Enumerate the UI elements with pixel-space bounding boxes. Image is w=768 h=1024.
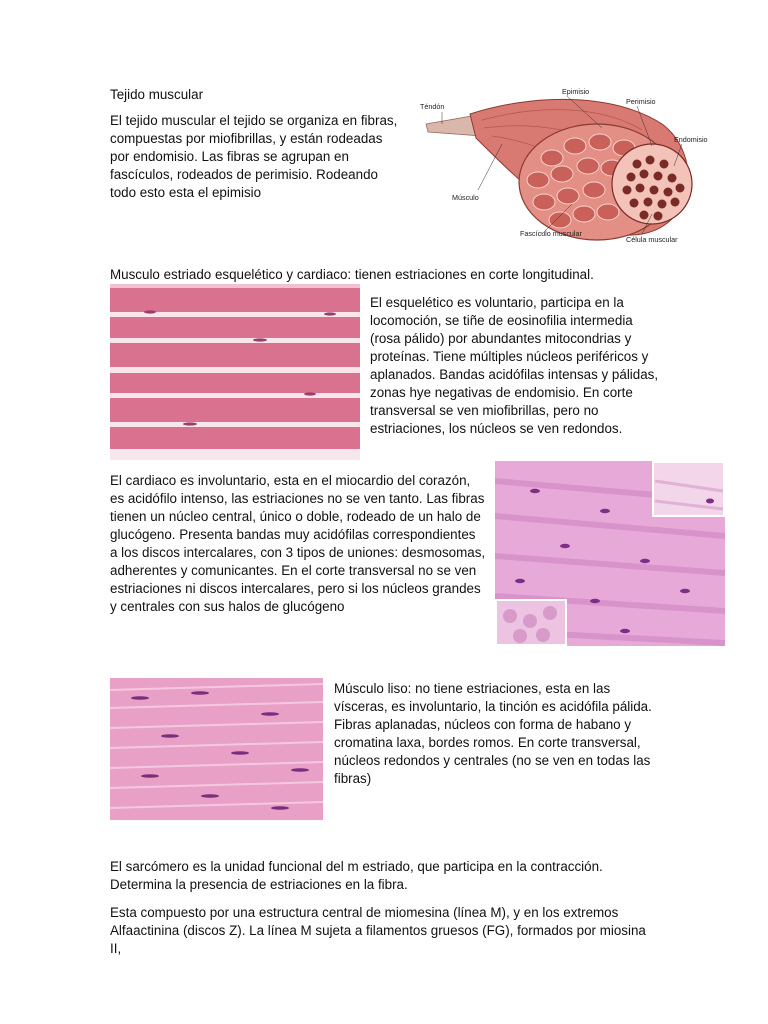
label-fasciculo: Fascículo muscular xyxy=(520,229,582,238)
sarcomere-paragraph-2: Esta compuesto por una estructura central de miomesina (línea M), y en los extremos Alfaactinina (discos Z). La línea M sujeta a filamentos gruesos (FG), formados por miosina II, xyxy=(110,905,646,956)
striated-heading: Musculo estriado esquelético y cardiaco: tienen estriaciones en corte longitudinal. xyxy=(110,267,594,282)
label-perimisio: Perimisio xyxy=(626,97,656,106)
cardiac-muscle-micrograph xyxy=(495,461,725,646)
skeletal-paragraph: El esquelético es voluntario, participa en la locomoción, se tiñe de eosinofilia intermedia (rosa pálido) por abundantes mitocondrias y proteínas. Tiene múltiples núcleos periféricos y aplanados. Bandas acidófilas intensas y pálidas, zonas hye negativas de endomisio. En corte transversal se ven miofibrillas, pero no estriaciones, los núcleos se ven redondos. xyxy=(370,295,659,436)
label-endomisio: Endomisio xyxy=(674,135,708,144)
section-title: Tejido muscular xyxy=(110,87,204,102)
sarcomere-paragraph-1: El sarcómero es la unidad funcional del m estriado, que participa en la contracción. Determina la presencia de estriaciones en la fibra. xyxy=(110,859,603,892)
label-tendon: Téndón xyxy=(420,102,445,111)
label-epimisio: Epimisio xyxy=(562,87,590,96)
cardiac-paragraph: El cardiaco es involuntario, esta en el miocardio del corazón, es acidófilo intenso, las estriaciones no se ven tanto. Las fibras tienen un núcleo central, único o doble, rodeado de un halo de glucógeno. Presenta bandas muy acidófilas correspondientes a los discos intercalares, con 3 tipos de uniones: desmosomas, adherentes y comunicantes. En el corte transversal no se ven estriaciones ni discos intercalares, pero si los núcleos grandes y centrales con sus halos de glucógeno xyxy=(110,473,486,614)
skeletal-muscle-micrograph xyxy=(110,284,360,460)
smooth-muscle-micrograph xyxy=(110,678,323,820)
muscle-structure-diagram xyxy=(412,84,724,250)
intro-paragraph: El tejido muscular el tejido se organiza en fibras, compuestas por miofibrillas, y están rodeadas por endomisio. Las fibras se agrupan en fascículos, rodeados de perimisio. Rodeando todo esto esta el epimisio xyxy=(110,113,398,200)
label-celula: Célula muscular xyxy=(626,235,678,244)
smooth-paragraph: Músculo liso: no tiene estriaciones, esta en las vísceras, es involuntario, la tinción es acidófila pálida. Fibras aplanadas, núcleos con forma de habano y cromatina laxa, bordes romos. En corte transversal, núcleos redondos y centrales (no se ven en todas las fibras) xyxy=(334,681,652,786)
label-musculo: Músculo xyxy=(452,193,479,202)
muscle-diagram-svg xyxy=(412,84,724,250)
